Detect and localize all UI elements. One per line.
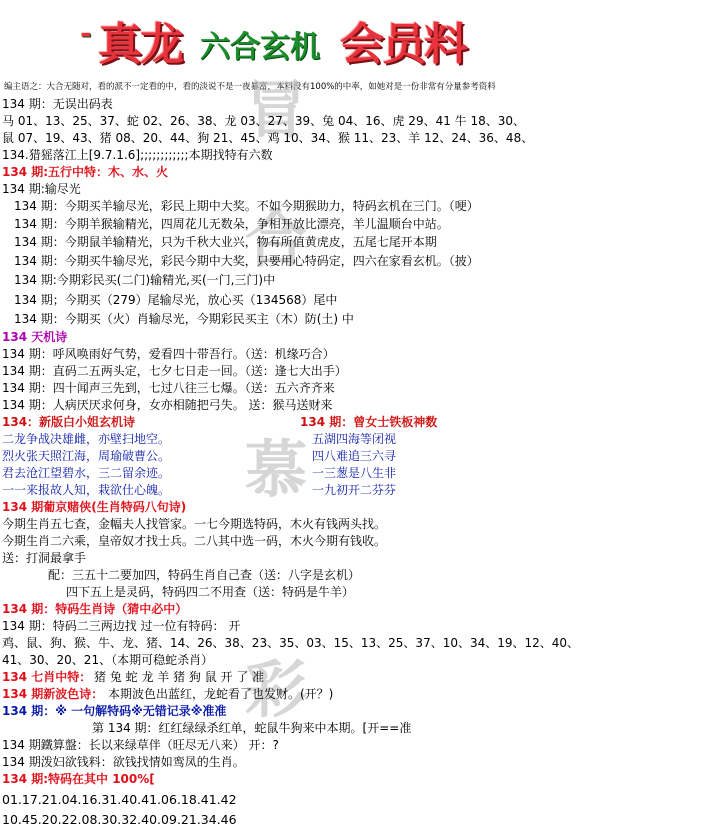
text-line: 134 期：今期买（火）肖输尽光，今期彩民买主（木）防(土) 中	[14, 312, 354, 326]
text-line: 134 期鐵算盤：长以来绿草伴（旺尽无八来） 开：?	[2, 738, 279, 752]
number-line: 10.45.20.22.08.30.32.40.09.21.34.46	[2, 812, 237, 827]
text-line: 配：三五十二要加四，特码生肖自己查（送：八字是玄机）	[48, 568, 361, 582]
section-heading: 134 期：特码生肖诗（猜中必中）	[2, 602, 188, 616]
title-dash: -	[80, 16, 92, 49]
text-line: 134 期：特码二三两边找 过一位有特码： 开	[2, 619, 241, 633]
watermark-char: 彩	[244, 653, 307, 726]
text-line: 四下五上是灵码，特码四二不用查（送：特码是牛羊）	[66, 585, 355, 599]
section-heading: 134 天机诗	[2, 330, 68, 344]
watermark-char: 冒	[244, 73, 307, 146]
text-line: 134 期：今期买牛输尽光，彩民今期中大奖，只要用心特码定，四六在家看玄机。（披）	[14, 254, 479, 268]
text-line: 猪 兔 蛇 龙 羊 猪 狗 鼠 开 了 准	[94, 670, 265, 684]
section-heading: 134 期葡京赌侠(生肖特码八句诗)	[2, 500, 187, 514]
section-heading: 134 期：曾女士铁板神数	[300, 415, 438, 429]
section-heading: 134：新版白小姐玄机诗	[2, 415, 136, 429]
section-heading: 134 期:特码在其中 100%[	[2, 772, 155, 786]
poem-line: 一九初开二芬芬	[312, 483, 397, 497]
text-line: 134 期泼妇欲钱料：欲钱找情如鸾凤的生肖。	[2, 755, 245, 769]
title-huiyuanliao: 会员料	[340, 19, 466, 70]
text-line: 134 期：今期买羊输尽光，彩民上期中大奖。不如今期猴助力，特码玄机在三门。（哽）	[14, 199, 479, 213]
section-heading: 134 七肖中特：	[2, 670, 92, 684]
text-line: 134 期:五行中特：木、水、火	[2, 165, 169, 179]
text-line: 马 01、13、25、37、蛇 02、26、38、龙 03、27、39、兔 04、16、虎 29、41 牛 18、30、	[2, 114, 526, 128]
text-line: 134 期：呼风唤雨好气势，爱看四十带吾行。（送：机缘巧合）	[2, 347, 335, 361]
poem-line: 二龙争战决雄雌，亦壁扫地空。	[2, 432, 171, 446]
text-line: 今期生肖五七查，金幅夫人找管家。一七今期选特码，木火有钱两头找。	[2, 517, 387, 531]
text-line: 134 期：人病厌厌求何身，女亦相随把弓失。 送：猴马送财来	[2, 398, 333, 412]
text-line: 134 期:今期彩民买(二门)输精光,买(一门,三门)中	[14, 273, 276, 287]
poem-line: 一一来报故人知，栽欲仕心魄。	[2, 483, 171, 497]
text-line: 41、30、20、21、（本期可稳蛇杀肖）	[2, 653, 214, 667]
text-line: 134 期:输尽光	[2, 182, 81, 196]
text-line: 134 期：四十闻声三先到，七过八往三七爆。（送：五六齐齐来	[2, 381, 335, 395]
text-line: 鸡、鼠、狗、猴、牛、龙、猪、14、26、38、23、35、03、15、13、25、37、10、34、19、12、40、	[2, 636, 580, 650]
text-line: 今期生肖二六乘，皇帝奴才找士兵。二八其中选一码，木火今期有钱收。	[2, 534, 387, 548]
banner	[0, 0, 720, 70]
number-line: 01.17.21.04.16.31.40.41.06.18.41.42	[2, 792, 237, 807]
text-line: 134 期：今期鼠羊输精光，只为千秋大业兴，物有所值黄虎皮，五尾七尾开本期	[14, 235, 437, 249]
section-heading: 134 期新波色诗：	[2, 687, 104, 701]
poem-line: 君去沧江望碧水，三二留余迹。	[2, 466, 171, 480]
text-line: 134.猎猺落江上[9.7.1.6];;;;;;;;;;;;本期找特有六数	[2, 148, 273, 162]
section-heading: 134 期：※ 一句解特码※无错记录※准准	[2, 704, 227, 718]
watermark-char: 合	[244, 203, 307, 276]
text-line: 第 134 期：红红绿绿杀红单，蛇鼠牛狗来中本期。[开==准	[92, 721, 412, 735]
text-line: 送：打洞最拿手	[2, 551, 87, 565]
notice-text: 编主语之：大合无随对，看的派不一定看的中，看的淡说不是一夜暴富，本料没有100%的中率，如她对是一份非常有分量参考资料	[4, 82, 496, 92]
text-line: 134 期：直码二五两头定，七夕七日走一回。（送：逢七大出手）	[2, 364, 347, 378]
title-zhenlong: 真龙	[98, 19, 182, 70]
text-line: 134 期：今期羊猴输精光，四周花儿无数朵，争相开放比漂亮，羊儿温顺台中站。	[14, 217, 449, 231]
watermark-char: 慕	[244, 433, 307, 506]
text-line: 本期波色出蓝红，龙蛇看了也发财。(开？)	[108, 687, 334, 701]
text-line: 鼠 07、19、43、猪 08、20、44、狗 21、45、鸡 10、34、猴 11、23、羊 12、24、36、48、	[2, 131, 534, 145]
text-line: 134 期；今期买（279）尾输尽光，放心买（134568）尾中	[14, 293, 338, 307]
poem-line: 五湖四海等闭视	[312, 432, 397, 446]
text-line: 134 期：无误出码表	[2, 97, 113, 111]
title-liuhexuanji: 六合玄机	[200, 30, 320, 65]
poem-line: 一三葱是八生非	[312, 466, 397, 480]
poem-line: 四八难追三六寻	[312, 449, 397, 463]
poem-line: 烈火张天照江海，周瑜破曹公。	[2, 449, 171, 463]
